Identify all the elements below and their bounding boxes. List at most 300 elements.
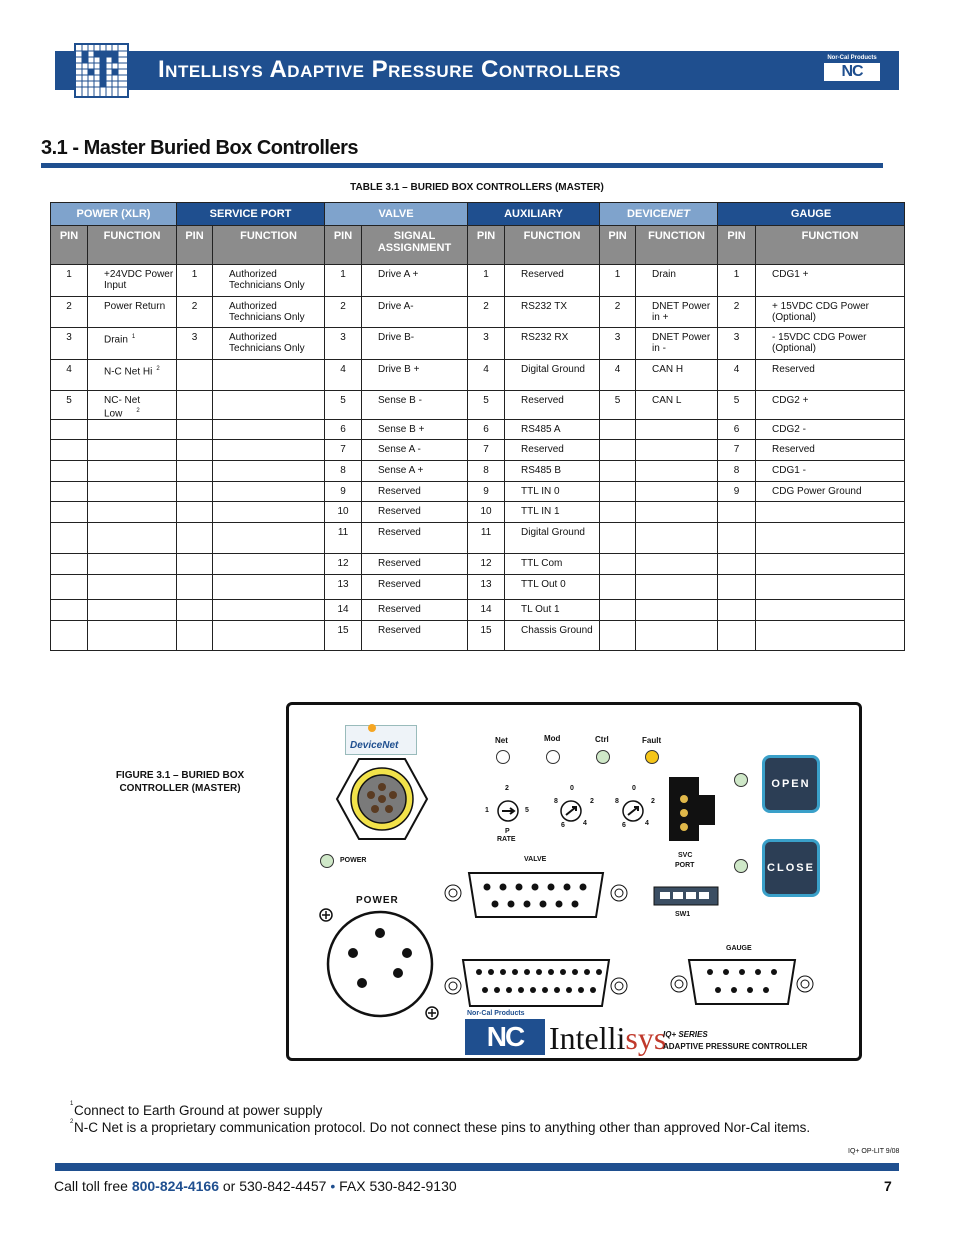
cell-text: 5 xyxy=(614,395,621,406)
function-cell xyxy=(88,523,177,554)
cell-text: 13 xyxy=(337,579,349,591)
function-cell xyxy=(213,482,325,502)
function-cell xyxy=(636,440,718,461)
function-cell xyxy=(88,554,177,575)
function-cell xyxy=(756,391,905,420)
function-cell xyxy=(88,420,177,440)
pin-cell xyxy=(325,265,362,297)
cell-text: 14 xyxy=(337,604,349,616)
cell-text: 1 xyxy=(340,269,346,280)
pin-cell xyxy=(600,621,636,651)
cell-text: 3 xyxy=(340,332,346,343)
footer-prefix: Call toll free xyxy=(54,1178,132,1194)
function-cell xyxy=(213,420,325,440)
subheader-5: SIGNAL ASSIGNMENT xyxy=(362,226,468,265)
cell-text: 1 xyxy=(614,269,621,280)
pin-cell xyxy=(51,461,88,482)
function-cell xyxy=(756,461,905,482)
function-cell xyxy=(636,523,718,554)
cell-text: 2 xyxy=(340,301,346,312)
pin-cell xyxy=(718,328,756,360)
cell-text: Digital Ground xyxy=(521,364,585,375)
dial-1-label-0: 0 xyxy=(570,785,574,792)
pin-cell xyxy=(177,554,213,575)
pin-cell xyxy=(325,554,362,575)
subheader-11: FUNCTION xyxy=(756,226,905,265)
cell-text: TTL Com xyxy=(521,558,563,570)
cell-text: CAN H xyxy=(652,364,684,375)
table-body xyxy=(51,265,905,651)
pin-cell xyxy=(468,482,505,502)
function-cell xyxy=(213,523,325,554)
pin-cell xyxy=(51,621,88,651)
pin-cell xyxy=(600,502,636,523)
function-cell xyxy=(88,621,177,651)
pin-cell xyxy=(51,328,88,360)
ctrl-led-label: Ctrl xyxy=(595,735,609,744)
pin-cell xyxy=(325,502,362,523)
table-caption: TABLE 3.1 – BURIED BOX CONTROLLERS (MASTER) xyxy=(350,182,604,193)
cell-text: 5 xyxy=(340,395,346,406)
nor-cal-logo xyxy=(824,55,880,85)
function-cell xyxy=(756,482,905,502)
cell-text: 1 xyxy=(66,269,72,280)
function-cell xyxy=(362,297,468,328)
function-cell xyxy=(756,297,905,328)
cell-text: Drive A + xyxy=(378,269,419,280)
pin-cell xyxy=(600,265,636,297)
wordmark-sys: sys xyxy=(625,1020,667,1056)
subheader-6: PIN xyxy=(468,226,505,265)
dial-2-label-4: 4 xyxy=(645,820,649,827)
nc-logo-mark: NC xyxy=(824,63,880,81)
cell-text: 6 xyxy=(733,424,740,436)
cell-text: DNET Power in + xyxy=(652,301,711,323)
cell-text: 13 xyxy=(480,579,492,591)
footnote-2 xyxy=(70,1119,811,1136)
function-cell xyxy=(505,461,600,482)
pin-cell xyxy=(718,600,756,621)
dial-1-label-8: 8 xyxy=(554,798,558,805)
table-row xyxy=(51,575,905,600)
valve-db15-connector-icon xyxy=(441,871,631,921)
pin-cell xyxy=(718,420,756,440)
pin-cell xyxy=(51,360,88,391)
svc-port-label-svc: SVC xyxy=(678,852,693,859)
svc-port-label-port: PORT xyxy=(675,862,695,869)
function-cell xyxy=(505,554,600,575)
function-cell xyxy=(88,391,177,420)
footnote-ref: 2 xyxy=(136,408,140,414)
cell-text: Chassis Ground xyxy=(521,625,593,637)
devicenet-device: DEVICE xyxy=(627,208,669,220)
rate-dial-label: RATE xyxy=(497,836,516,843)
dial-2-label-6: 6 xyxy=(622,822,626,829)
function-cell xyxy=(362,575,468,600)
function-cell xyxy=(505,440,600,461)
panel-product-label: ADAPTIVE PRESSURE CONTROLLER xyxy=(663,1042,808,1051)
function-cell xyxy=(756,440,905,461)
svc-port-connector-icon xyxy=(667,775,717,843)
cell-text: CDG1 + xyxy=(772,269,809,280)
pin-cell xyxy=(325,360,362,391)
pin-cell xyxy=(177,502,213,523)
pin-cell xyxy=(51,575,88,600)
cell-text: 9 xyxy=(733,486,740,498)
cell-text: Authorized Technicians Only xyxy=(229,269,305,291)
group-valve: VALVE xyxy=(325,203,468,226)
pin-cell xyxy=(51,265,88,297)
function-cell xyxy=(505,621,600,651)
cell-text: Reserved xyxy=(772,364,815,375)
cell-text: 5 xyxy=(733,395,740,406)
cell-text: Reserved xyxy=(772,444,815,456)
pin-cell xyxy=(177,600,213,621)
intellisys-grid-logo-icon xyxy=(74,43,129,98)
cell-text: Sense B - xyxy=(378,395,422,406)
devicenet-logo-text: DeviceNet xyxy=(350,740,399,751)
cell-text: N-C Net Hi xyxy=(104,366,153,378)
sw1-label: SW1 xyxy=(675,911,691,918)
pin-cell xyxy=(600,575,636,600)
function-cell xyxy=(636,461,718,482)
subheader-2: PIN xyxy=(177,226,213,265)
subheader-7: FUNCTION xyxy=(505,226,600,265)
valve-label: VALVE xyxy=(524,856,547,863)
function-cell xyxy=(362,461,468,482)
cell-text: 9 xyxy=(483,486,489,498)
function-cell xyxy=(756,600,905,621)
pin-cell xyxy=(718,297,756,328)
rate-dial-label-5: 5 xyxy=(525,807,529,814)
cell-text: 2 xyxy=(483,301,489,312)
footnote-2-text: N-C Net is a proprietary communication protocol. Do not connect these pins to anything other than approved Nor-Cal items. xyxy=(74,1120,811,1135)
footer-contact xyxy=(54,1178,457,1194)
pin-cell xyxy=(468,600,505,621)
cell-text: Reserved xyxy=(378,625,421,637)
cell-text: Reserved xyxy=(378,604,421,616)
cell-text: 15 xyxy=(337,625,349,637)
sw1-dip-switch-icon[interactable] xyxy=(653,886,719,906)
function-cell xyxy=(636,600,718,621)
pin-cell xyxy=(325,297,362,328)
wordmark-intelli: Intelli xyxy=(549,1020,626,1056)
pin-cell xyxy=(468,502,505,523)
address-dial-1-icon[interactable] xyxy=(557,797,585,825)
function-cell xyxy=(505,328,600,360)
pin-cell xyxy=(718,391,756,420)
open-led xyxy=(734,773,748,787)
cell-text: Reserved xyxy=(378,527,421,539)
power-led xyxy=(320,854,334,868)
footnote-1 xyxy=(70,1101,810,1119)
subheader-8: PIN xyxy=(600,226,636,265)
pin-cell xyxy=(468,297,505,328)
footer-toll-free-phone[interactable]: 800-824-4166 xyxy=(131,1178,219,1194)
page-header-title: Intellisys Adaptive Pressure Controllers xyxy=(158,56,621,83)
subheader-4: PIN xyxy=(325,226,362,265)
auxiliary-db25-connector-icon xyxy=(441,956,631,1010)
cell-text: 3 xyxy=(483,332,489,343)
function-cell xyxy=(88,328,177,360)
footnote-1-text: Connect to Earth Ground at power supply xyxy=(74,1103,323,1118)
table-subheader-row xyxy=(51,226,905,265)
pin-cell xyxy=(325,461,362,482)
pin-cell xyxy=(718,523,756,554)
cell-text: 4 xyxy=(733,364,740,375)
cell-text: 12 xyxy=(480,558,492,570)
footnote-2-mark: 2 xyxy=(70,1119,74,1125)
close-led xyxy=(734,859,748,873)
pin-cell xyxy=(468,440,505,461)
dial-1-label-4: 4 xyxy=(583,820,587,827)
table-row xyxy=(51,420,905,440)
panel-nor-cal-text: Nor-Cal Products xyxy=(467,1010,525,1017)
function-cell xyxy=(88,461,177,482)
cell-text: RS232 RX xyxy=(521,332,569,343)
document-code: IQ+ OP-LIT 9/08 xyxy=(848,1148,900,1155)
cell-text: Reserved xyxy=(521,269,564,280)
cell-text: 5 xyxy=(483,395,489,406)
close-button[interactable]: CLOSE xyxy=(762,839,820,897)
function-cell xyxy=(756,502,905,523)
footer-middle: or 530-842-4457 xyxy=(219,1178,331,1194)
pin-cell xyxy=(177,575,213,600)
footnotes xyxy=(70,1101,811,1136)
group-power-xlr: POWER (XLR) xyxy=(51,203,177,226)
pin-cell xyxy=(51,600,88,621)
footnote-ref: 2 xyxy=(156,366,160,372)
cell-text: RS485 A xyxy=(521,424,561,436)
pin-cell xyxy=(177,360,213,391)
cell-text: 8 xyxy=(483,465,489,477)
pin-cell xyxy=(718,265,756,297)
function-cell xyxy=(213,575,325,600)
cell-text: 5 xyxy=(66,395,72,406)
footnote-ref: 1 xyxy=(131,334,136,340)
pin-cell xyxy=(718,461,756,482)
pin-cell xyxy=(177,328,213,360)
table-row xyxy=(51,482,905,502)
subheader-1: FUNCTION xyxy=(88,226,177,265)
pin-cell xyxy=(51,420,88,440)
pin-cell xyxy=(600,482,636,502)
cell-text: Drain xyxy=(104,334,128,346)
panel-intellisys-wordmark xyxy=(549,1021,666,1055)
pin-cell xyxy=(718,502,756,523)
cell-text: + 15VDC CDG Power (Optional) xyxy=(772,301,870,323)
pin-cell xyxy=(177,440,213,461)
function-cell xyxy=(636,360,718,391)
function-cell xyxy=(505,391,600,420)
pin-cell xyxy=(177,420,213,440)
pin-cell xyxy=(468,554,505,575)
devicenet-logo-dot-icon xyxy=(368,724,376,732)
footnote-1-mark: 1 xyxy=(70,1101,74,1107)
subheader-3: FUNCTION xyxy=(213,226,325,265)
table-row xyxy=(51,360,905,391)
group-devicenet xyxy=(600,203,718,226)
pin-cell xyxy=(600,461,636,482)
page-number: 7 xyxy=(884,1178,892,1194)
function-cell xyxy=(756,523,905,554)
cell-text: Drive B + xyxy=(378,364,420,375)
cell-text: - 15VDC CDG Power (Optional) xyxy=(772,332,867,354)
function-cell xyxy=(213,600,325,621)
pin-cell xyxy=(325,523,362,554)
net-led-label: Net xyxy=(495,736,508,745)
pin-cell xyxy=(177,265,213,297)
address-dial-2-icon[interactable] xyxy=(619,797,647,825)
group-gauge: GAUGE xyxy=(718,203,905,226)
cell-text: 1 xyxy=(733,269,740,280)
cell-text: Drain xyxy=(652,269,676,280)
dial-1-label-6: 6 xyxy=(561,822,565,829)
pin-cell xyxy=(51,391,88,420)
ctrl-led xyxy=(596,750,610,764)
group-auxiliary: AUXILIARY xyxy=(468,203,600,226)
function-cell xyxy=(636,502,718,523)
cell-text: TTL Out 0 xyxy=(521,579,566,591)
dial-2-label-0: 0 xyxy=(632,785,636,792)
function-cell xyxy=(505,575,600,600)
cell-text: Reserved xyxy=(521,395,564,406)
pin-cell xyxy=(177,461,213,482)
function-cell xyxy=(213,391,325,420)
gauge-db9-connector-icon xyxy=(667,956,817,1008)
function-cell xyxy=(362,554,468,575)
pin-cell xyxy=(51,523,88,554)
subheader-9: FUNCTION xyxy=(636,226,718,265)
pin-cell xyxy=(600,297,636,328)
cell-text: 11 xyxy=(480,527,492,539)
power-connector-label: POWER xyxy=(356,895,399,906)
power-xlr-connector-icon xyxy=(316,905,446,1025)
cell-text: 4 xyxy=(483,364,489,375)
function-cell xyxy=(756,621,905,651)
open-button[interactable]: OPEN xyxy=(762,755,820,813)
function-cell xyxy=(756,554,905,575)
function-cell xyxy=(756,360,905,391)
section-title: 3.1 - Master Buried Box Controllers xyxy=(41,137,359,159)
function-cell xyxy=(213,360,325,391)
function-cell xyxy=(505,420,600,440)
figure-caption: FIGURE 3.1 – BURIED BOX CONTROLLER (MASTER) xyxy=(115,770,245,794)
cell-text: 6 xyxy=(483,424,489,436)
net-led xyxy=(496,750,510,764)
pin-cell xyxy=(468,420,505,440)
devicenet-connector-icon xyxy=(335,757,429,841)
cell-text: CDG2 - xyxy=(772,424,806,436)
pin-cell xyxy=(600,440,636,461)
cell-text: 2 xyxy=(733,301,740,312)
cell-text: 3 xyxy=(733,332,740,343)
gauge-label: GAUGE xyxy=(726,945,752,952)
table-row xyxy=(51,621,905,651)
function-cell xyxy=(636,328,718,360)
pin-cell xyxy=(468,621,505,651)
function-cell xyxy=(88,575,177,600)
panel-nc-logo-mark: NC xyxy=(465,1019,545,1055)
table-row xyxy=(51,461,905,482)
power-led-label: POWER xyxy=(340,857,367,864)
cell-text: CDG2 + xyxy=(772,395,809,406)
rate-dial-icon[interactable] xyxy=(494,797,522,825)
function-cell xyxy=(362,265,468,297)
pin-cell xyxy=(177,391,213,420)
pin-cell xyxy=(718,621,756,651)
function-cell xyxy=(636,420,718,440)
fault-led xyxy=(645,750,659,764)
table-row xyxy=(51,265,905,297)
cell-text: Reserved xyxy=(378,486,421,498)
pin-cell xyxy=(51,297,88,328)
cell-text: Authorized Technicians Only xyxy=(229,332,305,354)
function-cell xyxy=(362,502,468,523)
footer-bullet: • xyxy=(330,1178,336,1194)
function-cell xyxy=(88,600,177,621)
mod-led xyxy=(546,750,560,764)
pin-cell xyxy=(51,482,88,502)
dial-2-label-2: 2 xyxy=(651,798,655,805)
pin-cell xyxy=(600,600,636,621)
cell-text: Digital Ground xyxy=(521,527,585,539)
function-cell xyxy=(362,360,468,391)
function-cell xyxy=(213,265,325,297)
cell-text: 1 xyxy=(191,269,198,280)
function-cell xyxy=(756,328,905,360)
function-cell xyxy=(505,482,600,502)
function-cell xyxy=(213,461,325,482)
function-cell xyxy=(362,440,468,461)
rate-dial-label-1: 1 xyxy=(485,807,489,814)
rate-dial-p: P xyxy=(505,828,510,835)
controller-front-panel xyxy=(286,702,862,1061)
cell-text: 12 xyxy=(337,558,349,570)
pin-cell xyxy=(718,440,756,461)
function-cell xyxy=(756,575,905,600)
pin-cell xyxy=(718,360,756,391)
table-row xyxy=(51,440,905,461)
function-cell xyxy=(213,621,325,651)
pin-cell xyxy=(468,461,505,482)
cell-text: 3 xyxy=(66,332,72,343)
subheader-0: PIN xyxy=(51,226,88,265)
function-cell xyxy=(362,523,468,554)
pin-cell xyxy=(51,502,88,523)
pin-cell xyxy=(600,420,636,440)
pin-cell xyxy=(468,391,505,420)
cell-text: +24VDC Power Input xyxy=(104,269,174,291)
table-row xyxy=(51,502,905,523)
cell-text: CDG Power Ground xyxy=(772,486,862,498)
cell-text: 2 xyxy=(614,301,621,312)
group-service-port: SERVICE PORT xyxy=(177,203,325,226)
pin-cell xyxy=(325,328,362,360)
cell-text: RS232 TX xyxy=(521,301,567,312)
dial-1-label-2: 2 xyxy=(590,798,594,805)
function-cell xyxy=(505,523,600,554)
cell-text: Reserved xyxy=(378,558,421,570)
subheader-10: PIN xyxy=(718,226,756,265)
pin-cell xyxy=(718,554,756,575)
pin-cell xyxy=(468,523,505,554)
function-cell xyxy=(505,297,600,328)
cell-text: TL Out 1 xyxy=(521,604,560,616)
section-divider xyxy=(41,163,883,168)
devicenet-logo xyxy=(345,725,417,755)
cell-text: Drive A- xyxy=(378,301,414,312)
